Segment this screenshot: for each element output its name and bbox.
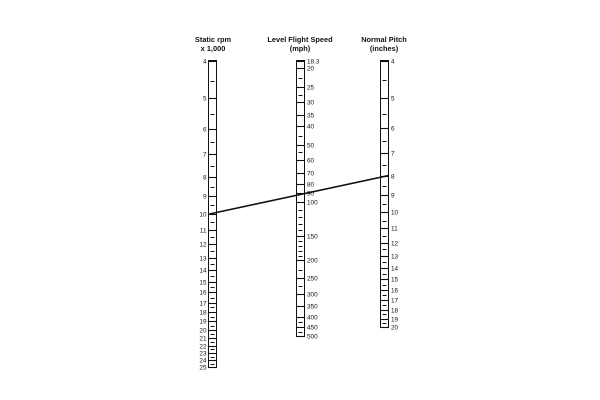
normal-pitch-tick-label: 17	[391, 297, 399, 305]
normal-pitch-tick-label: 20	[391, 324, 399, 332]
level-flight-speed-tick-label: 250	[307, 275, 318, 283]
level-flight-speed-tick-label: 40	[307, 123, 315, 131]
level-flight-speed-tick-label: 50	[307, 142, 315, 150]
normal-pitch-tick-label: 18	[391, 307, 399, 315]
normal-pitch-title-line-2: (inches)	[369, 44, 399, 53]
normal-pitch-title-line-1: Normal Pitch	[361, 35, 407, 44]
level-flight-speed-tick-label: 30	[307, 99, 315, 107]
level-flight-speed-title	[267, 35, 333, 53]
normal-pitch-tick-label: 7	[391, 150, 395, 158]
level-flight-speed-title-line-1: Level Flight Speed	[267, 35, 333, 44]
static-rpm-tick-label: 23	[199, 350, 207, 358]
static-rpm-tick-label: 25	[199, 364, 207, 372]
static-rpm-tick-label: 13	[199, 255, 207, 263]
level-flight-speed-tick-label: 150	[307, 233, 318, 241]
normal-pitch-tick-label: 10	[391, 209, 399, 217]
static-rpm-tick-label: 11	[199, 227, 207, 235]
normal-pitch-tick-label: 4	[391, 58, 395, 66]
level-flight-speed-scale-bar	[297, 61, 305, 337]
static-rpm-tick-label: 5	[202, 95, 207, 103]
normal-pitch-scale-bar	[381, 61, 389, 328]
normal-pitch-tick-label: 9	[391, 192, 395, 200]
static-rpm-tick-label: 16	[199, 289, 207, 297]
level-flight-speed-tick-label: 90	[307, 190, 315, 198]
level-flight-speed-tick-label: 500	[307, 333, 318, 341]
static-rpm-tick-label: 14	[199, 267, 207, 275]
level-flight-speed-tick-label: 300	[307, 291, 318, 299]
static-rpm-tick-label: 24	[199, 357, 207, 365]
static-rpm-tick-label: 7	[202, 151, 207, 159]
static-rpm-tick-label: 21	[199, 335, 207, 343]
static-rpm-tick-label: 6	[202, 126, 207, 134]
normal-pitch-tick-label: 12	[391, 240, 399, 248]
static-rpm-tick-label: 15	[199, 279, 207, 287]
normal-pitch-tick-label: 19	[391, 316, 399, 324]
static-rpm-title-line-1: Static rpm	[194, 35, 232, 44]
normal-pitch-title	[361, 35, 407, 53]
static-rpm-tick-label: 20	[199, 327, 207, 335]
static-rpm-tick-label: 10	[199, 211, 207, 219]
static-rpm-tick-label: 8	[202, 174, 207, 182]
level-flight-speed-tick-label: 70	[307, 170, 315, 178]
normal-pitch-tick-label: 14	[391, 265, 399, 273]
static-rpm-tick-label: 12	[199, 241, 207, 249]
level-flight-speed-tick-label: 80	[307, 181, 315, 189]
static-rpm-tick-label: 19	[199, 318, 207, 326]
level-flight-speed-tick-label: 400	[307, 314, 318, 322]
normal-pitch-tick-label: 11	[391, 225, 398, 233]
level-flight-speed-tick-label: 18.3	[307, 58, 320, 66]
static-rpm-tick-label: 22	[199, 343, 207, 351]
level-flight-speed-tick-label: 350	[307, 303, 318, 311]
static-rpm-title	[195, 35, 232, 53]
static-rpm-tick-label: 4	[202, 58, 207, 66]
normal-pitch-tick-label: 6	[391, 125, 395, 133]
level-flight-speed-tick-label: 100	[307, 199, 318, 207]
level-flight-speed-tick-label: 35	[307, 112, 315, 120]
level-flight-speed-tick-label: 200	[307, 257, 318, 265]
static-rpm-tick-label: 9	[202, 193, 207, 201]
static-rpm-tick-label: 18	[199, 309, 207, 317]
normal-pitch-tick-label: 16	[391, 287, 399, 295]
normal-pitch-tick-label: 15	[391, 276, 399, 284]
level-flight-speed-tick-label: 450	[307, 324, 318, 332]
level-flight-speed-tick-label: 25	[307, 84, 315, 92]
normal-pitch-tick-label: 5	[391, 95, 395, 103]
static-rpm-tick-label: 17	[199, 300, 207, 308]
static-rpm-title-line-2: x 1,000	[200, 44, 226, 53]
level-flight-speed-tick-label: 60	[307, 157, 315, 165]
level-flight-speed-title-line-2: (mph)	[289, 44, 311, 53]
level-flight-speed-tick-label: 20	[307, 65, 315, 73]
normal-pitch-tick-label: 8	[391, 173, 395, 181]
normal-pitch-tick-label: 13	[391, 253, 399, 261]
